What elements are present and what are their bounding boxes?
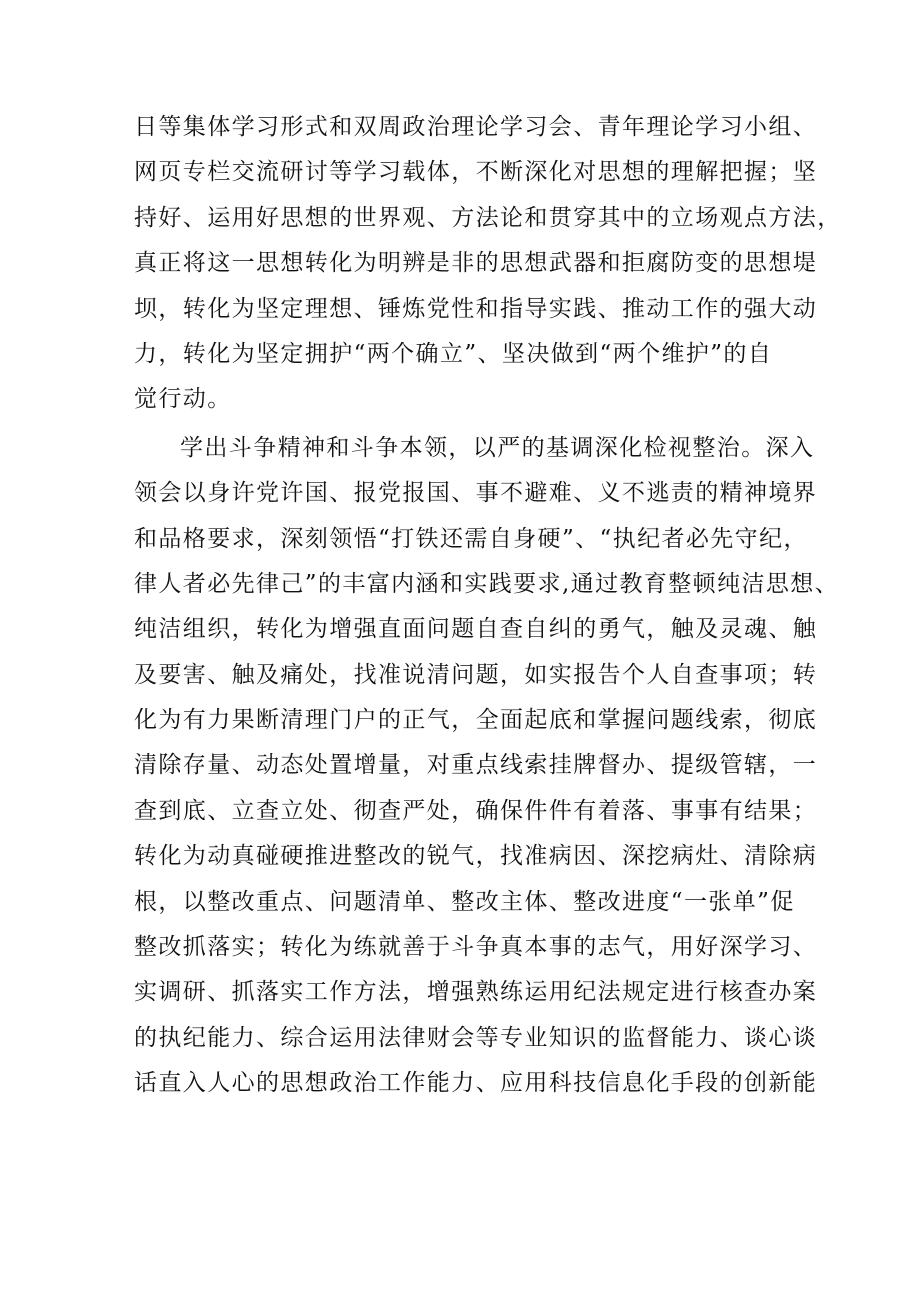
text-line: 真正将这一思想转化为明辨是非的思想武器和拒腐防变的思想堤 [134,250,818,277]
paragraph-study-forms [134,105,842,423]
text-line-first: 学出斗争精神和斗争本领，以严的基调深化检视整治。深入 [180,434,815,461]
text-line: 纯洁组织，转化为增强直面问题自查自纠的勇气，触及灵魂、触 [134,616,818,643]
text-line: 话直入人心的思想政治工作能力、应用科技信息化手段的创新能 [134,1070,818,1097]
text-line: 日等集体学习形式和双周政治理论学习会、青年理论学习小组、 [134,114,818,140]
text-line: 化为有力果断清理门户的正气，全面起底和掌握问题线索，彻底 [134,707,818,734]
text-line: 的执纪能力、综合运用法律财会等专业知识的监督能力、谈心谈 [134,1024,818,1051]
text-line: 网页专栏交流研讨等学习载体，不断深化对思想的理解把握；坚 [134,159,818,186]
text-line: 领会以身许党许国、报党报国、事不避难、义不逃责的精神境界 [134,480,818,507]
text-line: 觉行动。 [134,386,232,413]
text-line: 转化为动真碰硬推进整改的锐气，找准病因、深挖病灶、清除病 [134,843,818,870]
text-line: 及要害、触及痛处，找准说清问题，如实报告个人自查事项；转 [134,661,818,688]
text-line: 查到底、立查立处、彻查严处，确保件件有着落、事事有结果； [134,797,818,824]
text-line: 和品格要求，深刻领悟“打铁还需自身硬”、“执纪者必先守纪， [134,525,808,552]
paragraph-struggle-spirit [134,426,840,1107]
text-line: 律人者必先律己”的丰富内涵和实践要求,通过教育整顿纯洁思想、 [134,570,840,597]
text-line: 持好、运用好思想的世界观、方法论和贯穿其中的立场观点方法， [134,204,842,231]
body-text [134,105,842,1107]
text-line: 坝，转化为坚定理想、锤炼党性和指导实践、推动工作的强大动 [134,295,818,322]
text-line: 力，转化为坚定拥护“两个确立”、坚决做到“两个维护”的自 [134,340,773,367]
text-line: 根，以整改重点、问题清单、整改主体、整改进度“一张单”促 [134,888,795,915]
text-line: 清除存量、动态处置增量，对重点线索挂牌督办、提级管辖，一 [134,752,818,779]
text-line: 实调研、抓落实工作方法，增强熟练运用纪法规定进行核查办案 [134,979,818,1006]
text-line: 整改抓落实；转化为练就善于斗争真本事的志气，用好深学习、 [134,934,818,961]
